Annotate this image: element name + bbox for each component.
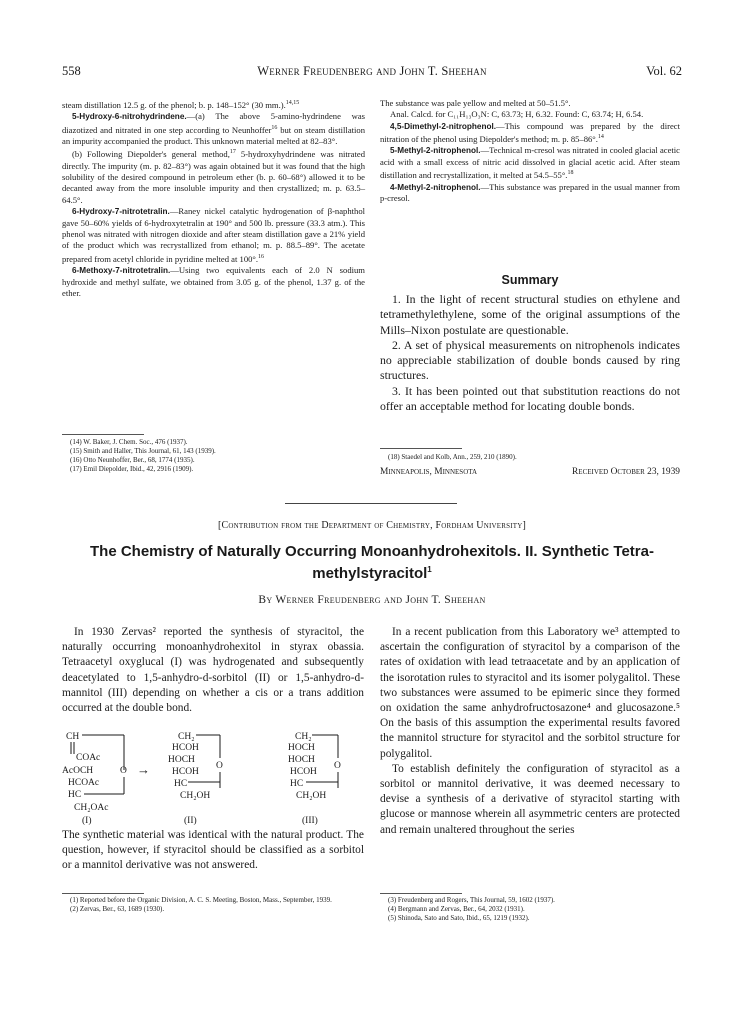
right-footnotes (388, 896, 680, 923)
paragraph: In 1930 Zervas² reported the synthesis of styracitol, the naturally occurring monoanhydrohexitol in styrax obassia. Tetraacetyl oxyglucal (I) was hydrogenated and subsequently deacetylated to 1,5-anhydro-d-sorbitol (II) or 1,5-anhydro-d-mannitol (III) depending on whether a cis or a trans addition occurred at the double bond. (62, 626, 364, 715)
paragraph: 5-Methyl-2-nitrophenol.—Technical m-cresol was nitrated in cooled glacial acetic acid with a small excess of nitric acid dissolved in glacial acetic acid. After steam distillation and recrystallization, it melted at 54.5–55°.$^{18}$ (380, 145, 680, 181)
formula-atom: HOCH (288, 755, 315, 765)
formula-atom: HCOH (290, 767, 317, 777)
formula-atom: CH₂OH (180, 791, 211, 801)
reaction-arrow: → (137, 762, 150, 777)
article-title (62, 543, 682, 583)
paragraph: 6-Hydroxy-7-nitrotetralin.—Raney nickel catalytic hydrogenation of β-naphthol gave 50–60% yields of 6-hydroxytetralin at 190° and 500 lb. pressure (33.3 atm.). This phenol was nitrated with nitrogen dioxide and after steam distillation gave a 21% yield of the product which was recrystallized from ethanol; m. p. 88.5–89°. The acetate prepared from acetyl chloride in pyridine melted at 100°.$^{16}$ (62, 206, 365, 264)
top-right-column (380, 98, 680, 204)
formula-atom: HOCH (168, 755, 195, 765)
volume-label: Vol. 62 (646, 64, 682, 78)
compound-label: (I) (82, 816, 92, 826)
formula-atom: AcOCH (62, 766, 94, 776)
paragraph: In a recent publication from this Laboratory we³ attempted to ascertain the configuration of styracitol by a comparison of the rates of oxidation with lead tetraacetate and by an application of the isorotation rules to styracitol and its isomer polygalitol. These two substances were assumed to be epimeric since they formed on oxidation the same anhydrofructosazone⁴ and glucosazone.⁵ On the basis of this assumption the experimental results favored the mannitol structure for styracitol and the sorbitol structure for polygalitol. (380, 626, 680, 760)
paragraph: (b) Following Diepolder's general method,$^{17}$ 5-hydroxyhydrindene was nitrated directly. The impurity (m. p. 82–83°) was again obtained but it was found that the high solubility of the desired compound in petroleum ether (b. p. 60–68°) allowed it to be decanted away from the more insoluble impurity and then crystallized; m. p. 63.5–64.5°. (62, 149, 365, 205)
formula-atom: HOCH (288, 743, 315, 753)
footnote: (5) Shinoda, Sato and Sato, Ibid., 65, 1219 (1932). (388, 913, 530, 922)
place: Minneapolis, Minnesota (380, 467, 478, 477)
page-number: 558 (62, 64, 81, 78)
formula-atom: CH₂OH (296, 791, 327, 801)
footnote: (16) Otto Neunhoffer, Ber., 68, 1774 (1935). (70, 455, 195, 464)
summary-item: 3. It has been pointed out that substitution reactions do not offer an acceptable method for locating double bonds. (380, 383, 680, 414)
formula-atom: HC (290, 779, 304, 789)
footnote: (17) Emil Diepolder, Ibid., 42, 2916 (1909). (70, 464, 194, 473)
paragraph: 4,5-Dimethyl-2-nitrophenol.—This compound was prepared by the direct nitration of the phenol using Diepolder's method; m. p. 85–86°.$^{14}$ (380, 120, 680, 145)
paragraph: The synthetic material was identical with the natural product. The question, however, if styracitol should be classified as a sorbitol or a mannitol derivative was not answered. (62, 829, 364, 872)
summary-item: 1. In the light of recent structural studies on ethylene and tetramethylethylene, some of the original assumptions of the Mills–Nixon postulate are questionable. (380, 292, 680, 337)
received-date: Received October 23, 1939 (572, 467, 680, 477)
received-line (380, 467, 680, 477)
section-heading: 6-Hydroxy-7-nitrotetralin. (72, 207, 170, 217)
formula-atom: CH₂ (178, 732, 195, 742)
running-header (62, 64, 682, 80)
left-main-column-cont (62, 828, 364, 874)
contribution-line: [Contribution from the Department of Chemistry, Fordham University] (217, 520, 526, 531)
paragraph: steam distillation 12.5 g. of the phenol; b. p. 148–152° (30 mm.).$^{14,15}$ (62, 99, 300, 110)
analysis-line: Anal. Calcd. for C₁₁H₁₃O₃N: C, 63.73; H, 6.32. Found: C, 63.74; H, 6.54. (390, 109, 644, 120)
section-heading: 6-Methoxy-7-nitrotetralin. (72, 266, 171, 276)
footnote: (2) Zervas, Ber., 63, 1689 (1930). (70, 904, 165, 913)
formula-atom: CH₂OAc (74, 803, 109, 813)
section-heading: 4,5-Dimethyl-2-nitrophenol. (390, 121, 496, 131)
formula-atom: HC (68, 790, 82, 800)
paragraph: 5-Hydroxy-6-nitrohydrindene.—(a) The above 5-amino-hydrindene was diazotized and nitrated in one step according to Neunhoffer$^{16}$ but on steam distillation an impurity accompanied the product. This unknown material melted at 82–83°. (62, 111, 366, 146)
footnote: (14) W. Baker, J. Chem. Soc., 476 (1937). (70, 438, 188, 446)
formula-atom: HCOH (172, 743, 199, 753)
left-main-column (62, 625, 364, 716)
formula-atom: HCOAc (68, 778, 100, 788)
summary-list (380, 292, 680, 414)
footnote-rule (380, 893, 462, 894)
footnote: (15) Smith and Haller, This Journal, 61, 143 (1939). (70, 446, 216, 455)
structural-formulas (62, 730, 362, 828)
paragraph: The substance was pale yellow and melted at 50–51.5°. (380, 98, 571, 108)
title-line: The Chemistry of Naturally Occurring Monoanhydrohexitols. II. Synthetic Tetra- (90, 543, 654, 560)
paragraph: 4-Methyl-2-nitrophenol.—This substance was prepared in the usual manner from p-cresol. (380, 181, 680, 203)
formula-atom: HCOH (172, 767, 199, 777)
top-right-footnote: (18) Staedel and Kolb, Ann., 259, 210 (1890). (388, 453, 517, 461)
section-heading: 5-Hydroxy-6-nitrohydrindene. (72, 112, 187, 122)
top-left-column (62, 98, 365, 299)
footnote-rule (380, 448, 462, 449)
formula-atom: CH (66, 732, 80, 742)
top-left-footnotes (70, 438, 365, 474)
byline: By Werner Freudenberg and John T. Sheehan (258, 594, 486, 606)
section-heading: 4-Methyl-2-nitrophenol. (390, 182, 481, 192)
footnote-rule (62, 434, 144, 435)
title-line: methylstyracitol$^1$ (312, 565, 432, 582)
formula-atom: COAc (76, 753, 101, 763)
summary-heading: Summary (501, 273, 559, 287)
section-heading: 5-Methyl-2-nitrophenol. (390, 146, 481, 156)
paragraph: To establish definitely the configuration of styracitol as a sorbitol or mannitol derivative, it was deemed necessary to devise a synthesis of a derivative of styracitol starting with glucose or mannose wherein all asymmetric centers are protected and remain unaltered throughout the series (380, 762, 680, 836)
left-footnotes (70, 896, 364, 914)
ring-oxygen: O (334, 761, 341, 771)
footnote: (4) Bergmann and Zervas, Ber., 64, 2032 (1931). (388, 904, 525, 913)
formula-atom: CH₂ (295, 732, 312, 742)
footnote: (3) Freudenberg and Rogers, This Journal, 59, 1602 (1937). (388, 896, 555, 904)
paragraph: 6-Methoxy-7-nitrotetralin.—Using two equivalents each of 2.0 N sodium hydroxide and methyl sulfate, we obtained from 3.05 g. of the phenol, 1.37 g. of the ether. (62, 265, 365, 298)
formula-atom: HC (174, 779, 188, 789)
running-title: Werner Freudenberg and John T. Sheehan (257, 64, 487, 78)
footnote: (1) Reported before the Organic Division, A. C. S. Meeting, Boston, Mass., September, 1939. (70, 896, 332, 904)
ring-oxygen: O (120, 766, 127, 776)
compound-label: (II) (184, 816, 197, 826)
article-separator (285, 503, 457, 504)
summary-item: 2. A set of physical measurements on nitrophenols indicates no appreciable stabilization of double bonds caused by ring structures. (380, 337, 680, 383)
ring-oxygen: O (216, 761, 223, 771)
footnote-rule (62, 893, 144, 894)
compound-label: (III) (302, 816, 318, 826)
right-main-column (380, 625, 680, 838)
